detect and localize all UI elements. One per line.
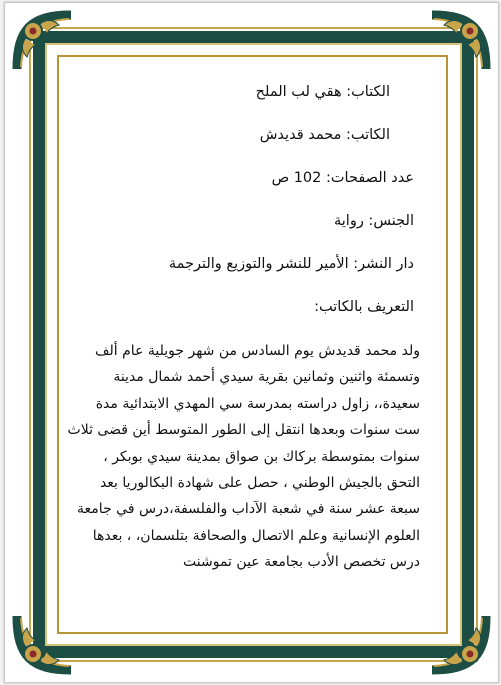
bio-line: العلوم الإنسانية وعلم الاتصال والصحافة بتلسمان، ، بعدها — [92, 527, 420, 544]
book-pages-line: عدد الصفحات: 102 ص — [271, 170, 414, 186]
bio-line: وتسمئة واثنين وثمانين بقرية سيدي أحمد شمال مدينة — [113, 369, 420, 386]
bio-line: سنوات بمتوسطة بركاك بن صواق بمدينة سيدي بوبكر ، — [103, 448, 420, 465]
bio-line: التحق بالجيش الوطني ، حصل على شهادة البكالوريا بعد — [99, 475, 420, 492]
corner-ornament-bottom-left — [11, 606, 81, 676]
book-author-line: الكاتب: محمد قديدش — [259, 127, 390, 143]
bio-line: سبعة عشر سنة في شعبة الآداب والفلسفة،درس في جامعة — [77, 501, 420, 518]
book-genre-line: الجنس: رواية — [333, 213, 414, 229]
bio-line: ولد محمد قديدش يوم السادس من شهر جويلية عام ألف — [95, 343, 420, 359]
document-page — [4, 2, 499, 683]
corner-ornament-bottom-right — [422, 606, 492, 676]
bio-heading: التعريف بالكاتب: — [314, 299, 414, 315]
author-bio-paragraph — [67, 338, 420, 576]
corner-ornament-top-left — [11, 9, 81, 79]
bio-line: درس تخصص الأدب بجامعة عين تموشنت — [183, 554, 420, 571]
corner-ornament-top-right — [422, 9, 492, 79]
bio-line: سعيدة،، زاول دراسته بمدرسة سي المهدي الابتدائية مدة — [95, 395, 420, 412]
book-title-line: الكتاب: هقي لب الملح — [255, 84, 390, 100]
book-publisher-line: دار النشر: الأمير للنشر والتوزيع والترجمة — [168, 256, 414, 272]
bio-line: ست سنوات وبعدها انتقل إلى الطور المتوسط أين قضى ثلاث — [67, 422, 420, 439]
